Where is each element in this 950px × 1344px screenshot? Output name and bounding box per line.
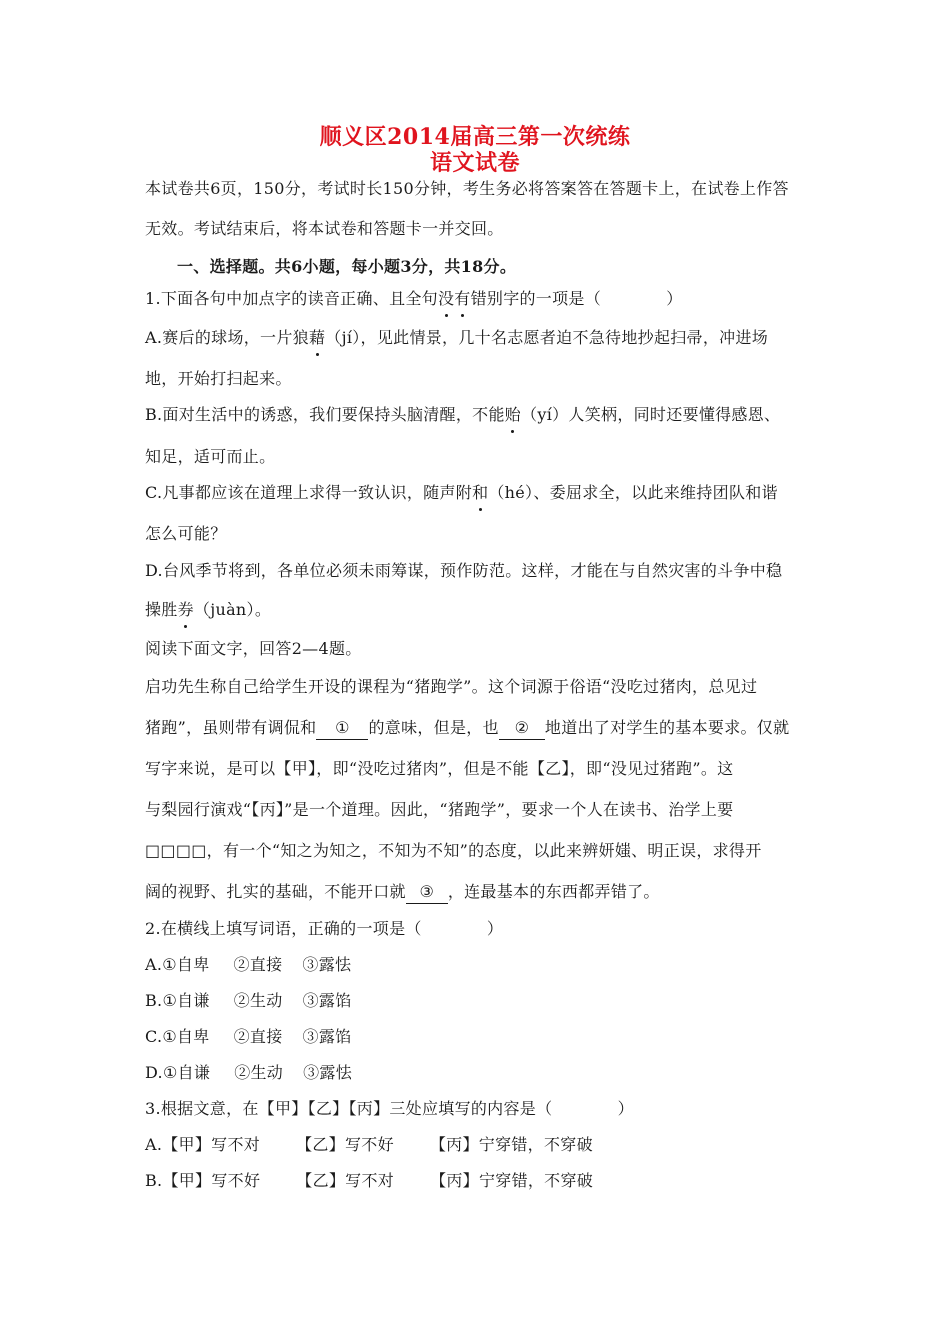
option-choice: ①自谦 — [162, 991, 210, 1010]
q1-option-c-line-2: 怎么可能？ — [145, 524, 227, 543]
exam-subtitle: 语文试卷 — [429, 150, 520, 176]
option-choice: ③露怯 — [302, 955, 352, 974]
option-choice: 【丙】宁穿错，不穿破 — [429, 1135, 593, 1154]
q3-option-a — [145, 1134, 810, 1156]
q1-stem — [145, 288, 810, 310]
option-choice: ①自卑 — [162, 1027, 210, 1046]
option-text: B.面对生活中的诱惑，我们要保持头脑清醒，不能 — [145, 405, 505, 424]
option-text: （yí）人笑柄，同时还要懂得感恩、 — [521, 405, 781, 424]
q1-stem-text: 1.下面各句中加点字的读音正确、且全句 — [145, 289, 438, 308]
option-text: 操胜 — [145, 600, 178, 619]
q3-stem: 3.根据文意，在【甲】【乙】【丙】三处应填写的内容是（ ） — [145, 1099, 634, 1118]
passage-text: 的意味，但是，也 — [368, 718, 499, 737]
emphasis-dot-char: 贻 — [504, 405, 522, 424]
fill-blank-1: ① — [316, 717, 368, 740]
exam-title: 顺义区2014届高三第一次统练 — [319, 124, 631, 150]
q2-option-d — [145, 1062, 810, 1084]
option-label: A. — [145, 955, 163, 974]
reading-intro: 阅读下面文字，回答2—4题。 — [145, 639, 362, 658]
q1-stem-text: 错别字的一项是（ ） — [470, 289, 683, 308]
option-choice: 【丙】宁穿错，不穿破 — [430, 1171, 594, 1190]
passage-line-2 — [145, 717, 810, 740]
option-choice: ②直接 — [233, 1027, 283, 1046]
option-label: D. — [145, 1063, 163, 1082]
intro-line-2: 无效。考试结束后，将本试卷和答题卡一并交回。 — [145, 219, 504, 238]
option-text: C.凡事都应该在道理上求得一致认识，随声附 — [145, 483, 473, 502]
option-text: （hé）、委屈求全，以此来维持团队和谐 — [488, 483, 778, 502]
intro-line-1: 本试卷共6页，150分，考试时长150分钟，考生务必将答案答在答题卡上，在试卷上作答 — [145, 179, 789, 198]
emphasis-dot-char: 没 — [437, 289, 455, 308]
option-choice: ②生动 — [233, 991, 283, 1010]
emphasis-dot-char: 券 — [177, 600, 194, 619]
option-choice: ②直接 — [233, 955, 283, 974]
passage-line-4: 与梨园行演戏“【丙】”是一个道理。因此，“猪跑学”，要求一个人在读书、治学上要 — [145, 800, 734, 819]
q1-option-d-line-1: D.台风季节将到，各单位必须未雨筹谋，预作防范。这样，才能在与自然灾害的斗争中稳 — [145, 561, 783, 580]
option-choice: ③露馅 — [302, 1027, 352, 1046]
q2-option-b — [145, 990, 810, 1012]
q1-option-a-line-1 — [145, 327, 810, 349]
passage-text: 地道出了对学生的基本要求。仅就 — [544, 718, 790, 737]
q1-option-a-line-2: 地，开始打扫起来。 — [145, 369, 292, 388]
q1-option-d-line-2 — [145, 599, 810, 621]
option-label: A. — [145, 1135, 163, 1154]
fill-blank-3: ③ — [406, 881, 448, 904]
option-choice: 【甲】写不好 — [162, 1171, 261, 1190]
passage-line-1: 启功先生称自己给学生开设的课程为“猪跑学”。这个词源于俗语“没吃过猪肉，总见过 — [145, 677, 758, 696]
option-choice: ③露怯 — [303, 1063, 353, 1082]
option-choice: 【乙】写不好 — [296, 1135, 394, 1154]
option-choice: ①自谦 — [162, 1063, 211, 1082]
option-label: B. — [145, 1171, 163, 1190]
emphasis-dot-char: 藉 — [308, 328, 326, 347]
q2-stem: 2.在横线上填写词语，正确的一项是（ ） — [145, 919, 504, 938]
passage-text: ，连最基本的东西都弄错了。 — [447, 882, 660, 901]
option-text: （juàn）。 — [193, 600, 272, 619]
fill-blank-2: ② — [499, 717, 545, 740]
passage-line-6 — [145, 881, 810, 904]
option-choice: ①自卑 — [162, 955, 210, 974]
q2-option-c — [145, 1026, 810, 1048]
q3-option-b — [145, 1170, 810, 1192]
passage-text: 阔的视野、扎实的基础，不能开口就 — [145, 882, 406, 901]
q1-option-b-line-2: 知足，适可而止。 — [145, 447, 276, 466]
option-label: B. — [145, 991, 163, 1010]
passage-text: 猪跑”，虽则带有调侃和 — [145, 718, 317, 737]
option-choice: ③露馅 — [302, 991, 352, 1010]
option-text: A.赛后的球场，一片狼 — [145, 328, 309, 347]
option-label: C. — [145, 1027, 163, 1046]
q2-option-a — [145, 954, 810, 976]
option-choice: ②生动 — [234, 1063, 284, 1082]
q1-option-c-line-1 — [145, 482, 810, 504]
section-heading: 一、选择题。共6小题，每小题3分，共18分。 — [177, 257, 517, 276]
passage-line-3: 写字来说，是可以【甲】，即“没吃过猪肉”，但是不能【乙】，即“没见过猪跑”。这 — [145, 759, 734, 778]
emphasis-dot-char: 有 — [454, 289, 471, 308]
option-choice: 【乙】写不对 — [296, 1171, 395, 1190]
passage-line-5: □□□□，有一个“知之为知之，不知为不知”的态度，以此来辨妍媸、明正误，求得开 — [145, 841, 762, 860]
emphasis-dot-char: 和 — [472, 483, 489, 502]
option-text: （jí），见此情景，几十名志愿者迫不急待地抄起扫帚，冲进场 — [325, 328, 769, 347]
q1-option-b-line-1 — [145, 404, 810, 426]
option-choice: 【甲】写不对 — [162, 1135, 261, 1154]
